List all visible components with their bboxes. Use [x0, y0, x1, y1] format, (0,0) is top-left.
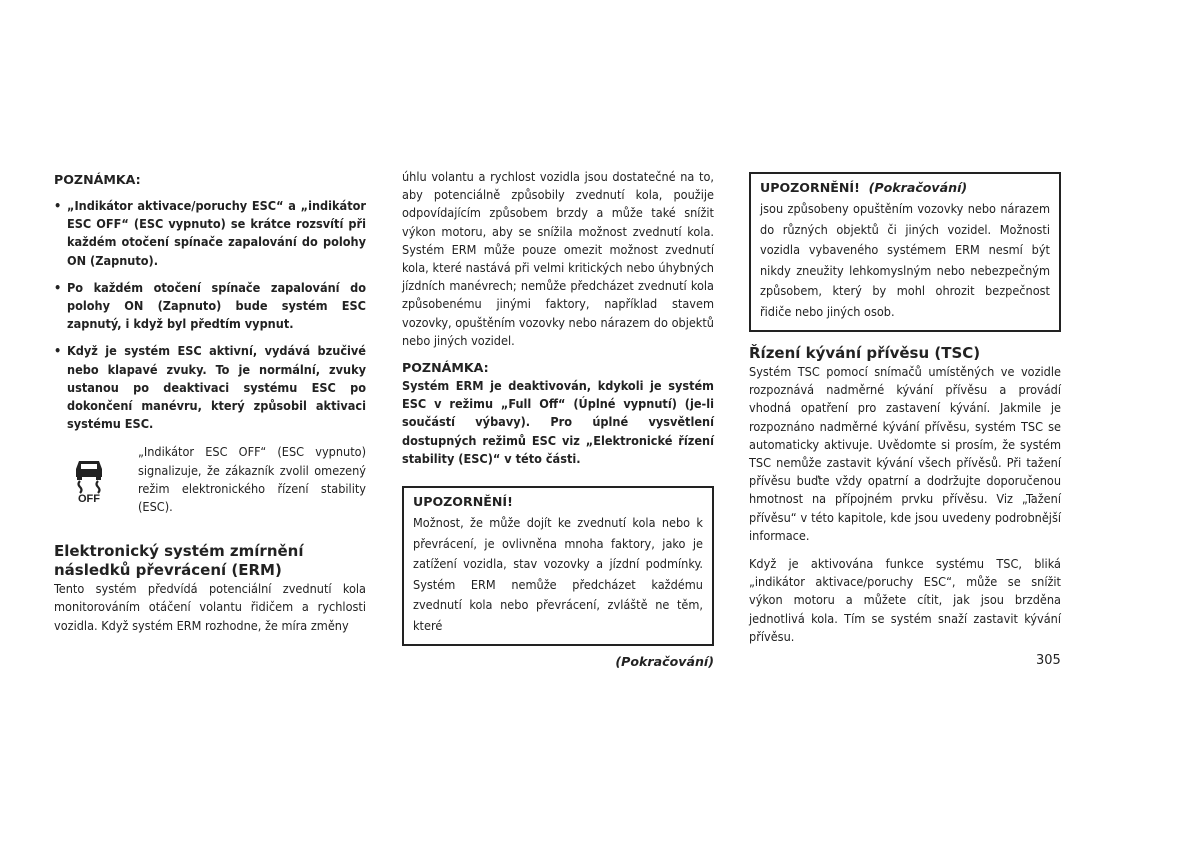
tsc-paragraph-1: Systém TSC pomocí snímačů umístěných ve vozidle rozpoznává nadměrné kývání přívěsu a provádí vhodná opatření pro zastavení kývání. Jakmile je rozpoznáno nadměrné kývání přívěsu, systém TSC se automaticky aktivuje. Uvědomte si prosím, že systém TSC nemůže zastavit kývání všech přívěsů. Při tažení přívěsu buďte vždy opatrní a dodržujte doporučenou hmotnost na přípojném prvku přívěsu. Viz „Tažení přívěsu“ v této kapitole, kde jsou uvedeny podrobnější informace.	[749, 364, 1061, 543]
note-title-erm: POZNÁMKA:	[402, 360, 489, 376]
tsc-heading: Řízení kývání přívěsu (TSC)	[749, 344, 981, 362]
continued-label: (Pokračování)	[615, 654, 714, 670]
erm-paragraph: Tento systém předvídá potenciální zvednutí kola monitorováním otáčení volantu řidičem a rychlosti vozidla. Když systém ERM rozhodne, že míra změny	[54, 581, 366, 633]
warning-title: UPOZORNĚNÍ!	[413, 494, 513, 510]
erm-paragraph-continued: úhlu volantu a rychlost vozidla jsou dostatečné na to, aby potenciálně způsobily zvednutí kola, použije odpovídajícím způsobem brzdy a může také snížit výkon motoru, aby se snížila možnost zvednutí kola. Systém ERM může pouze omezit možnost zvednutí kola, které nastává při velmi kritických nebo úhybných jízdních manévrech; nemůže předcházet zvednutí kola způsobenému jinými faktory, například stavem vozovky, opuštěním vozovky nebo nárazem do objektů nebo jiných vozidel.	[402, 169, 714, 348]
esc-off-indicator-text: „Indikátor ESC OFF“ (ESC vypnuto) signalizuje, že zákazník zvolil omezený režim elektronického řízení stability (ESC).	[138, 444, 366, 515]
warning-text-continued: jsou způsobeny opuštěním vozovky nebo nárazem do různých objektů či jiných vozidel. Možnosti vozidla vybaveného systémem ERM nesmí být nikdy zneužity lehkomyslným nebo nebezpečným způsobem, který by mohl ohrozit bezpečnost řidiče nebo jiných osob.	[760, 201, 1050, 319]
esc-off-icon-label: OFF	[78, 493, 100, 504]
warning-box	[402, 486, 714, 646]
note-title: POZNÁMKA:	[54, 172, 141, 187]
note-bullet-list	[54, 197, 366, 433]
note-bullet-2: • Po každém otočení spínače zapalování do polohy ON (Zapnuto) bude systém ESC zapnutý, i když byl předtím vypnut.	[54, 279, 366, 334]
esc-off-icon	[54, 443, 124, 516]
note-text-erm: Systém ERM je deaktivován, kdykoli je systém ESC v režimu „Full Off“ (Úplné vypnutí) (je-li součástí výbavy). Pro úplné vysvětlení dostupných režimů ESC viz „Elektronické řízení stability (ESC)“ v této části.	[402, 378, 714, 466]
column-2	[402, 168, 714, 669]
page-number: 305	[1036, 653, 1061, 668]
esc-off-indicator-row	[54, 443, 366, 516]
column-3	[749, 168, 1061, 646]
warning-title-text: UPOZORNĚNÍ!	[760, 180, 860, 195]
warning-box-continued	[749, 172, 1061, 332]
erm-heading: Elektronický systém zmírnění následků převrácení (ERM)	[54, 542, 304, 580]
note-bullet-1: • „Indikátor aktivace/poruchy ESC“ a „indikátor ESC OFF“ (ESC vypnuto) se krátce rozsvítí při každém otočení spínače zapalování do polohy ON (Zapnuto).	[54, 197, 366, 270]
column-1	[54, 168, 366, 635]
warning-title-continued	[760, 180, 1050, 195]
warning-title-cont: (Pokračování)	[868, 180, 968, 195]
tsc-paragraph-2: Když je aktivována funkce systému TSC, bliká „indikátor aktivace/poruchy ESC“, může se snížit výkon motoru a můžete cítit, jak jsou brzděna jednotlivá kola. Tím se systém snaží zastavit kývání přívěsu.	[749, 556, 1061, 644]
note-bullet-3: • Když je systém ESC aktivní, vydává bzučivé nebo klapavé zvuky. To je normální, zvuky ustanou po deaktivaci systému ESC po dokončení manévru, který způsobil aktivaci systému ESC.	[54, 342, 366, 433]
warning-text: Možnost, že může dojít ke zvednutí kola nebo k převrácení, je ovlivněna mnoha faktory, jako je zatížení vozidla, stav vozovky a jízdní podmínky. Systém ERM nemůže předcházet každému zvednutí kola nebo převrácení, zvláště ne těm, které	[413, 515, 703, 633]
